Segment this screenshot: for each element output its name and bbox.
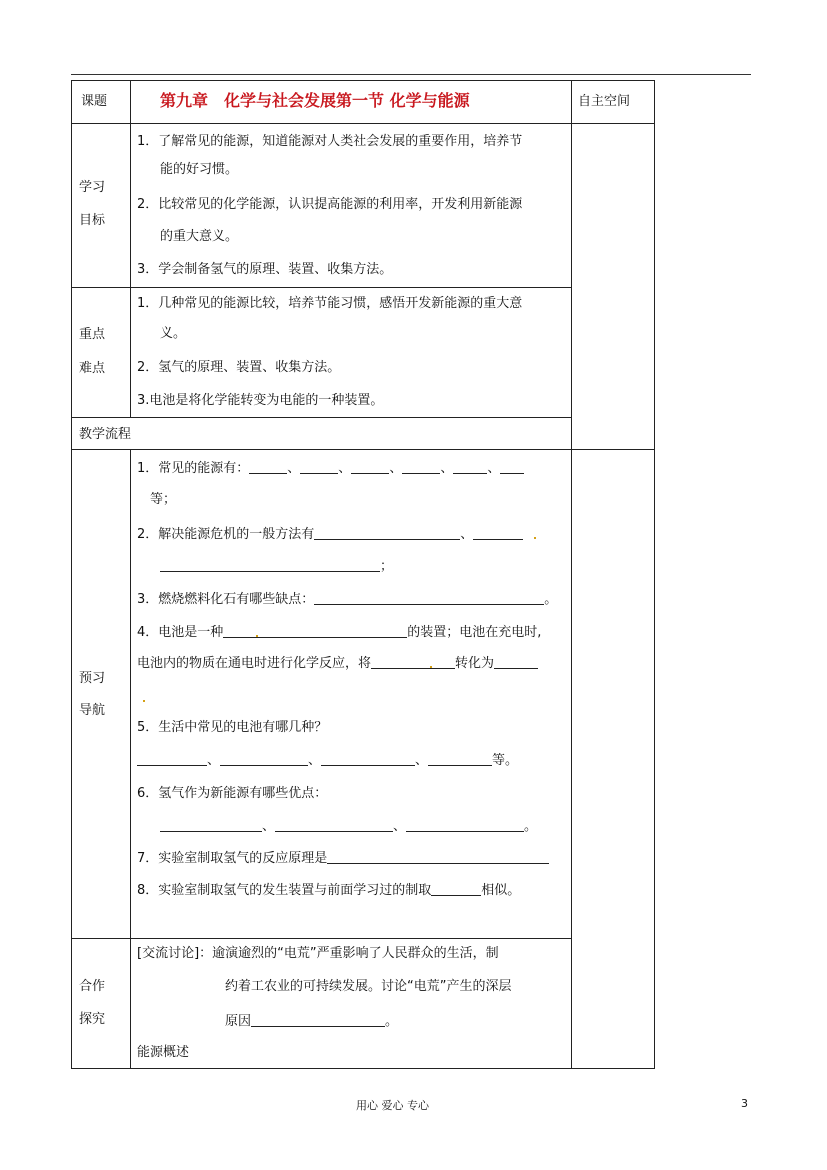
cell-self-space	[571, 123, 655, 450]
page-number: 3	[741, 1097, 748, 1110]
page-title: 第九章 化学与社会发展第一节 化学与能源	[160, 91, 470, 110]
key-label-1: 重点	[79, 327, 106, 342]
question-4: 4．电池是一种 的装置；电池在充电时,	[137, 625, 542, 640]
flow-label: 教学流程	[79, 427, 132, 442]
self-space-label: 自主空间	[578, 94, 631, 109]
question-1: 1．常见的能源有： 、 、 、 、 、	[137, 460, 524, 477]
cell-preview-label	[71, 449, 131, 939]
question-5: 5．生活中常见的电池有哪几种？	[137, 720, 328, 735]
cell-self-space-lower	[571, 449, 655, 1069]
coop-label-1: 合作	[79, 979, 106, 994]
question-5-answers: 、 、 、 等。	[137, 752, 518, 769]
key-line: 1．几种常见的能源比较，培养节能习惯，感悟开发新能源的重大意	[137, 296, 523, 311]
coop-line-4: 能源概述	[137, 1045, 190, 1060]
goal-line: 能的好习惯。	[160, 162, 239, 177]
question-1-end: 等；	[150, 492, 177, 507]
ink-dot	[143, 700, 145, 702]
goal-line: 1．了解常见的能源，知道能源对人类社会发展的重要作用，培养节	[137, 134, 523, 149]
question-3: 3．燃烧燃料化石有哪些缺点： 。	[137, 592, 558, 607]
coop-label-2: 探究	[79, 1012, 106, 1027]
cell-key-label	[71, 287, 131, 418]
key-line: 2．氢气的原理、装置、收集方法。	[137, 360, 341, 375]
question-7: 7．实验室制取氢气的反应原理是	[137, 850, 549, 867]
goal-line: 3．学会制备氢气的原理、装置、收集方法。	[137, 262, 393, 277]
goal-line: 的重大意义。	[160, 229, 239, 244]
goals-label-2: 目标	[79, 213, 106, 228]
cell-flow	[71, 417, 572, 450]
preview-label-2: 导航	[79, 703, 106, 718]
key-line: 义。	[160, 326, 187, 341]
cell-coop-label	[71, 938, 131, 1069]
header-rule	[71, 74, 751, 75]
question-8: 8．实验室制取氢气的发生装置与前面学习过的制取 相似。	[137, 883, 521, 898]
question-2: 2．解决能源危机的一般方法有 、	[137, 526, 523, 543]
topic-label: 课题	[81, 94, 108, 109]
footer-motto: 用心 爱心 专心	[356, 1099, 429, 1112]
preview-label-1: 预习	[79, 671, 106, 686]
key-line: 3.电池是将化学能转变为电能的一种装置。	[137, 393, 384, 408]
ink-dot	[534, 537, 536, 539]
goals-label-1: 学习	[79, 180, 106, 195]
question-2-line2: ；	[160, 558, 393, 575]
key-label-2: 难点	[79, 361, 106, 376]
ink-dot	[256, 635, 258, 637]
cell-goals-label	[71, 123, 131, 288]
question-6-answers: 、 、 。	[160, 818, 537, 835]
ink-dot	[430, 666, 432, 668]
question-6: 6．氢气作为新能源有哪些优点：	[137, 786, 328, 801]
question-4-line2: 电池内的物质在通电时进行化学反应，将 转化为	[137, 655, 538, 672]
coop-line-1: [交流讨论]：逾演逾烈的“电荒”严重影响了人民群众的生活，制	[137, 946, 499, 961]
goal-line: 2．比较常见的化学能源，认识提高能源的利用率，开发利用新能源	[137, 197, 523, 212]
coop-line-3: 原因 。	[225, 1014, 399, 1029]
coop-line-2: 约着工农业的可持续发展。讨论“电荒”产生的深层	[225, 979, 512, 994]
